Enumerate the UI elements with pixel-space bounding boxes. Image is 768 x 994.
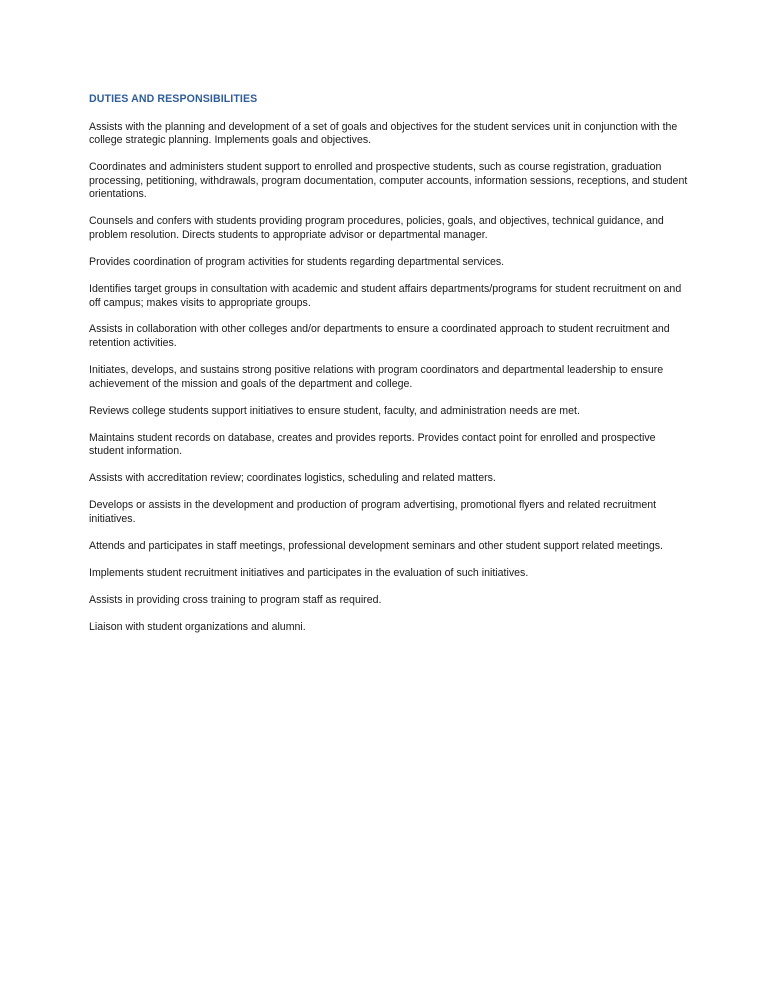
duty-paragraph: Assists in collaboration with other colleges and/or departments to ensure a coordinated approach to student recruitment and retention activities. [89, 323, 670, 350]
duty-paragraph: Assists in providing cross training to program staff as required. [89, 593, 382, 606]
duty-paragraph: Assists with accreditation review; coordinates logistics, scheduling and related matters. [89, 472, 496, 485]
duty-paragraph: Counsels and confers with students providing program procedures, policies, goals, and objectives, technical guidance, and problem resolution. Directs students to appropriate advisor or departmental manager. [89, 215, 664, 241]
duty-paragraph: Coordinates and administers student support to enrolled and prospective students, such as course registration, graduation processing, petitioning, withdrawals, program documentation, computer accounts, information sessions, receptions, and student orientations. [89, 161, 688, 201]
section-heading: DUTIES AND RESPONSIBILITIES [89, 93, 258, 105]
duty-paragraph: Assists with the planning and development of a set of goals and objectives for the student services unit in conjunction with the college strategic planning. Implements goals and objectives. [89, 120, 678, 147]
duty-paragraph: Attends and participates in staff meetings, professional development seminars and other student support related meetings. [89, 539, 663, 552]
duty-paragraph: Identifies target groups in consultation with academic and student affairs departments/programs for student recruitment on and off campus; makes visits to appropriate groups. [89, 282, 682, 309]
duty-paragraph: Initiates, develops, and sustains strong positive relations with program coordinators and departmental leadership to ensure achievement of the mission and goals of the department and college. [89, 364, 664, 390]
duty-paragraph: Maintains student records on database, creates and provides reports. Provides contact point for enrolled and prospective student information. [89, 431, 656, 458]
duty-paragraph: Reviews college students support initiatives to ensure student, faculty, and administration needs are met. [89, 404, 580, 417]
document-page [89, 93, 689, 648]
duty-paragraph: Provides coordination of program activities for students regarding departmental services. [89, 255, 505, 268]
duty-paragraph: Develops or assists in the development and production of program advertising, promotional flyers and related recruitment initiatives. [89, 499, 657, 525]
duty-paragraph: Implements student recruitment initiatives and participates in the evaluation of such initiatives. [89, 566, 529, 579]
duty-paragraph: Liaison with student organizations and alumni. [89, 620, 306, 633]
